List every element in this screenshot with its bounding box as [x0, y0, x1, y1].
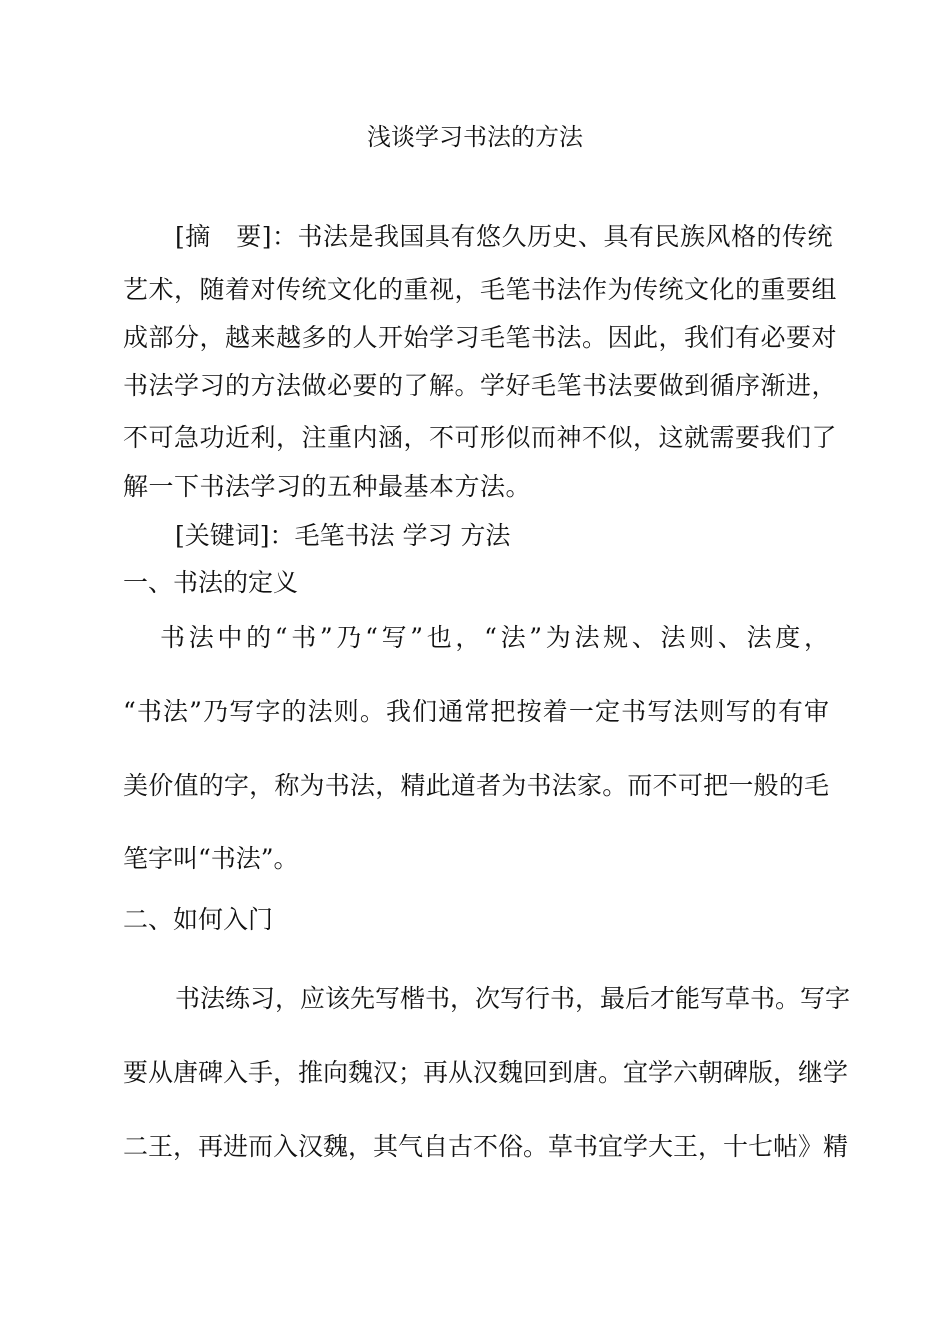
body-line: 二王，再进而入汉魏，其气自古不俗。草书宜学大王，十七帖》精: [123, 1132, 849, 1161]
body-line: 笔字叫“书法”。: [123, 844, 299, 873]
abstract-line: 书法学习的方法做必要的了解。学好毛笔书法要做到循序渐进，: [123, 371, 838, 400]
abstract-line: 不可急功近利，注重内涵，不可形似而神不似，这就需要我们了: [123, 423, 838, 452]
body-line: “书法”乃写字的法则。我们通常把按着一定书写法则写的有审: [123, 697, 829, 726]
abstract-line: 解一下书法学习的五种最基本方法。: [123, 472, 532, 501]
keywords-line: [关键词]：毛笔书法 学习 方法: [175, 521, 511, 550]
body-line: 要从唐碑入手，推向魏汉；再从汉魏回到唐。宜学六朝碑版，继学: [123, 1058, 849, 1087]
body-line: 美价值的字，称为书法，精此道者为书法家。而不可把一般的毛: [123, 771, 829, 800]
abstract-line: [摘 要]：书法是我国具有悠久历史、具有民族风格的传统: [175, 222, 834, 251]
body-line: 书法练习，应该先写楷书，次写行书，最后才能写草书。写字: [175, 984, 851, 1013]
body-line: 书法中的“书”乃“写”也，“法”为法规、法则、法度，: [160, 623, 829, 652]
section-heading: 二、如何入门: [123, 905, 274, 934]
section-heading: 一、书法的定义: [123, 568, 299, 597]
abstract-line: 艺术，随着对传统文化的重视，毛笔书法作为传统文化的重要组: [123, 275, 838, 304]
abstract-line: 成部分，越来越多的人开始学习毛笔书法。因此，我们有必要对: [123, 323, 838, 352]
document-title: 浅谈学习书法的方法: [367, 123, 583, 151]
